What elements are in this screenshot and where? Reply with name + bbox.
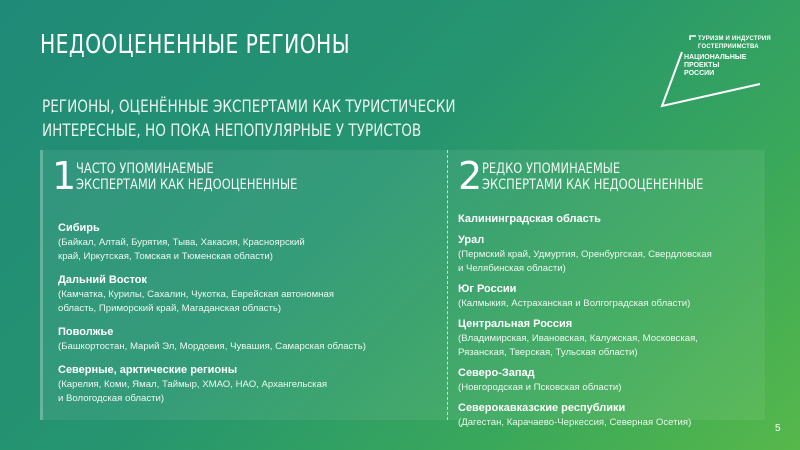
left-label-line-2: ЭКСПЕРТАМИ КАК НЕДООЦЕНЕННЫЕ xyxy=(76,177,298,193)
region-description xyxy=(458,297,758,311)
region-name: Северо-Запад xyxy=(458,367,535,379)
region-description-line: (Владимирская, Ивановская, Калужская, Московская, xyxy=(458,333,698,344)
region-description-line: (Калмыкия, Астраханская и Волгоградская области) xyxy=(458,298,691,309)
region-description-line: область, Приморский край, Магаданская область) xyxy=(58,303,282,314)
logo-wordmark-line-2: ПРОЕКТЫ xyxy=(684,62,720,69)
left-label-line-1: ЧАСТО УПОМИНАЕМЫЕ xyxy=(76,161,214,177)
region-entry xyxy=(458,401,758,430)
region-name: Урал xyxy=(458,234,485,246)
region-description xyxy=(458,381,758,395)
right-label-line-1: РЕДКО УПОМИНАЕМЫЕ xyxy=(482,161,621,177)
region-description xyxy=(458,416,758,430)
region-description xyxy=(58,378,443,406)
region-description xyxy=(58,288,443,316)
region-entry xyxy=(458,366,758,395)
region-description xyxy=(458,248,758,276)
region-description xyxy=(58,340,443,354)
region-description-line: (Пермский край, Удмуртия, Оренбургская, Свердловская xyxy=(458,249,712,260)
left-column-number: 1 xyxy=(52,154,77,198)
right-column-number: 2 xyxy=(458,154,483,198)
region-entry xyxy=(458,282,758,311)
region-name: Дальний Восток xyxy=(58,274,148,286)
region-entry xyxy=(58,221,443,264)
national-projects-logo xyxy=(660,34,771,109)
left-column-header xyxy=(52,154,432,198)
region-description-line: (Новгородская и Псковская области) xyxy=(458,382,622,393)
logo-caption-line-2: ГОСТЕПРИИМСТВА xyxy=(698,43,759,50)
region-entry xyxy=(58,273,443,316)
left-column-label xyxy=(76,161,297,193)
region-description-line: (Камчатка, Курилы, Сахалин, Чукотка, Еврейская автономная xyxy=(58,289,335,300)
region-description-line: и Челябинская области) xyxy=(458,263,566,274)
region-description xyxy=(58,236,443,264)
page-subtitle xyxy=(42,95,456,143)
logo-caption xyxy=(698,36,770,51)
subtitle-line-1: РЕГИОНЫ, ОЦЕНЁННЫЕ ЭКСПЕРТАМИ КАК ТУРИСТИЧЕСКИ xyxy=(42,97,456,117)
region-entry xyxy=(458,233,758,276)
region-name: Центральная Россия xyxy=(458,318,573,330)
right-region-list xyxy=(458,212,758,436)
region-description-line: и Вологодская области) xyxy=(58,393,165,404)
logo-wordmark-line-3: РОССИИ xyxy=(684,70,715,77)
region-name: Северокавказские республики xyxy=(458,402,626,414)
column-divider xyxy=(447,150,448,420)
region-description-line: (Карелия, Коми, Ямал, Таймыр, ХМАО, НАО, Архангельская xyxy=(58,379,328,390)
logo-wordmark-line-1: НАЦИОНАЛЬНЫЕ xyxy=(684,54,747,61)
region-entry xyxy=(58,325,443,354)
region-description-line: Рязанская, Тверская, Тульская области) xyxy=(458,347,638,358)
logo-wordmark xyxy=(684,54,747,78)
region-description-line: (Дагестан, Карачаево-Черкессия, Северная Осетия) xyxy=(458,417,692,428)
logo-caption-line-1: ТУРИЗМ И ИНДУСТРИЯ xyxy=(698,36,771,42)
region-name: Северные, арктические регионы xyxy=(58,364,238,376)
region-description-line: край, Иркутская, Томская и Тюменская области) xyxy=(58,251,273,262)
panel-left-edge xyxy=(40,150,43,420)
region-name: Калининградская область xyxy=(458,213,601,225)
region-entry xyxy=(58,363,443,406)
region-name: Сибирь xyxy=(58,222,100,234)
right-label-line-2: ЭКСПЕРТАМИ КАК НЕДООЦЕНЕННЫЕ xyxy=(482,177,704,193)
right-column-label xyxy=(482,161,703,193)
region-name: Юг России xyxy=(458,283,517,295)
region-description xyxy=(458,332,758,360)
page-title: НЕДООЦЕНЕННЫЕ РЕГИОНЫ xyxy=(40,30,350,60)
subtitle-line-2: ИНТЕРЕСНЫЕ, НО ПОКА НЕПОПУЛЯРНЫЕ У ТУРИСТОВ xyxy=(42,121,422,141)
region-description-line: (Башкортостан, Марий Эл, Мордовия, Чувашия, Самарская область) xyxy=(58,341,366,352)
left-region-list xyxy=(58,221,443,415)
region-description-line: (Байкал, Алтай, Бурятия, Тыва, Хакасия, Красноярский xyxy=(58,237,305,248)
region-entry xyxy=(458,317,758,360)
right-column-header xyxy=(458,154,758,198)
region-entry xyxy=(458,212,758,227)
page-number: 5 xyxy=(775,423,781,434)
region-name: Поволжье xyxy=(58,326,114,338)
